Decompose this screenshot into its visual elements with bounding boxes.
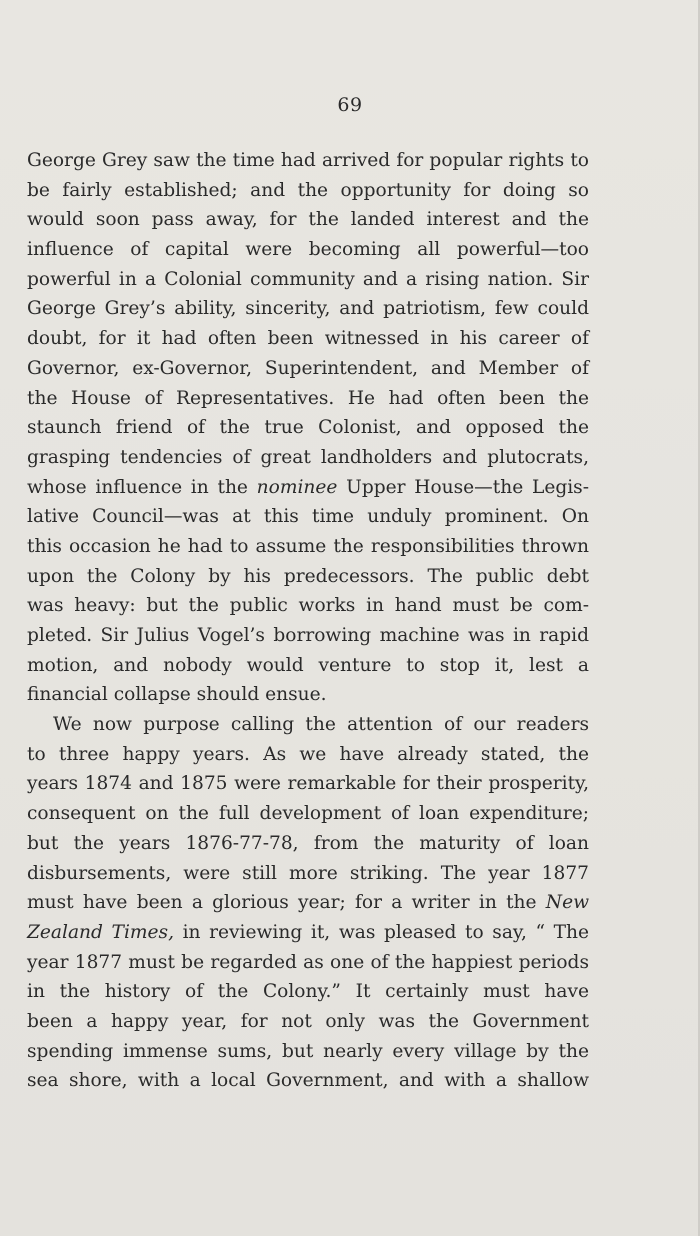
text-run: doubt, for it had often been witnessed in his career of: [27, 328, 589, 350]
text-line: [27, 532, 589, 562]
text-line: [27, 176, 589, 206]
text-line: [27, 918, 589, 948]
text-run: would soon pass away, for the landed interest and the: [27, 209, 589, 231]
text-line: [27, 146, 589, 176]
text-run: to three happy years. As we have already stated, the: [27, 743, 589, 765]
text-run: influence of capital were becoming all powerful—too: [27, 239, 589, 261]
text-line: [27, 384, 589, 414]
text-line: [27, 888, 589, 918]
text-line: [27, 235, 589, 265]
text-line: [27, 413, 589, 443]
text-line: [27, 562, 589, 592]
text-run: Governor, ex-Governor, Superintendent, and Member of: [27, 357, 589, 379]
text-run: upon the Colony by his predecessors. The public debt: [27, 565, 589, 587]
text-run: spending immense sums, but nearly every village by the: [27, 1040, 589, 1062]
text-run: We now purpose calling the attention of our readers: [53, 714, 589, 736]
text-line: [27, 1037, 589, 1067]
text-run: be fairly established; and the opportunity for doing so: [27, 179, 589, 201]
text-line: [27, 977, 589, 1007]
text-line: [27, 651, 589, 681]
text-run: was heavy: but the public works in hand must be com-: [27, 595, 589, 617]
text-line: [27, 205, 589, 235]
text-run: George Grey saw the time had arrived for popular rights to: [27, 150, 589, 171]
text-line: [27, 1007, 589, 1037]
text-line: [27, 710, 589, 740]
text-line: [27, 354, 589, 384]
text-run: staunch friend of the true Colonist, and opposed the: [27, 417, 589, 439]
text-line: [27, 443, 589, 473]
text-run: years 1874 and 1875 were remarkable for their prosperity,: [27, 773, 589, 795]
text-line: [27, 502, 589, 532]
text-run: in the history of the Colony.” It certainly must have: [27, 981, 589, 1003]
italic-text: nominee: [256, 476, 338, 498]
text-run: the House of Representatives. He had often been the: [27, 387, 589, 409]
text-line: [27, 294, 589, 324]
text-run: whose influence in the: [27, 476, 257, 498]
page-number: 69: [337, 94, 363, 116]
text-line: [27, 1066, 589, 1096]
italic-text: Zealand Times,: [27, 921, 174, 943]
text-line: [27, 829, 589, 859]
text-run: consequent on the full development of loan expenditure;: [27, 803, 589, 825]
text-run: must have been a glorious year; for a writer in the: [27, 892, 546, 914]
text-run: been a happy year, for not only was the Government: [27, 1010, 589, 1032]
text-run: lative Council—was at this time unduly prominent. On: [27, 506, 589, 528]
text-run: motion, and nobody would venture to stop it, lest a: [27, 654, 589, 676]
text-run: pleted. Sir Julius Vogel’s borrowing machine was in rapid: [27, 625, 589, 646]
text-line: [27, 473, 589, 503]
body-text: [27, 146, 589, 1096]
text-line: [27, 799, 589, 829]
italic-text: New: [545, 892, 589, 914]
text-line: [27, 591, 589, 621]
text-line: [27, 740, 589, 770]
text-run: disbursements, were still more striking. The year 1877: [27, 862, 589, 884]
text-run: financial collapse should ensue.: [27, 684, 327, 706]
text-run: but the years 1876-77-78, from the maturity of loan: [27, 832, 589, 854]
text-run: in reviewing it, was pleased to say, “ The: [173, 921, 589, 943]
text-line: [27, 859, 589, 889]
text-run: George Grey’s ability, sincerity, and patriotism, few could: [27, 298, 589, 320]
text-run: this occasion he had to assume the responsibilities thrown: [27, 535, 589, 557]
text-run: powerful in a Colonial community and a rising nation. Sir: [27, 268, 589, 290]
text-run: Upper House—the Legis-: [337, 476, 589, 498]
text-run: year 1877 must be regarded as one of the happiest periods: [27, 951, 589, 973]
text-line: [27, 265, 589, 295]
text-line: [27, 769, 589, 799]
text-line: [27, 948, 589, 978]
text-line: [27, 680, 589, 710]
text-run: grasping tendencies of great landholders and plutocrats,: [27, 446, 589, 468]
text-line: [27, 621, 589, 651]
text-run: sea shore, with a local Government, and with a shallow: [27, 1070, 589, 1092]
text-line: [27, 324, 589, 354]
